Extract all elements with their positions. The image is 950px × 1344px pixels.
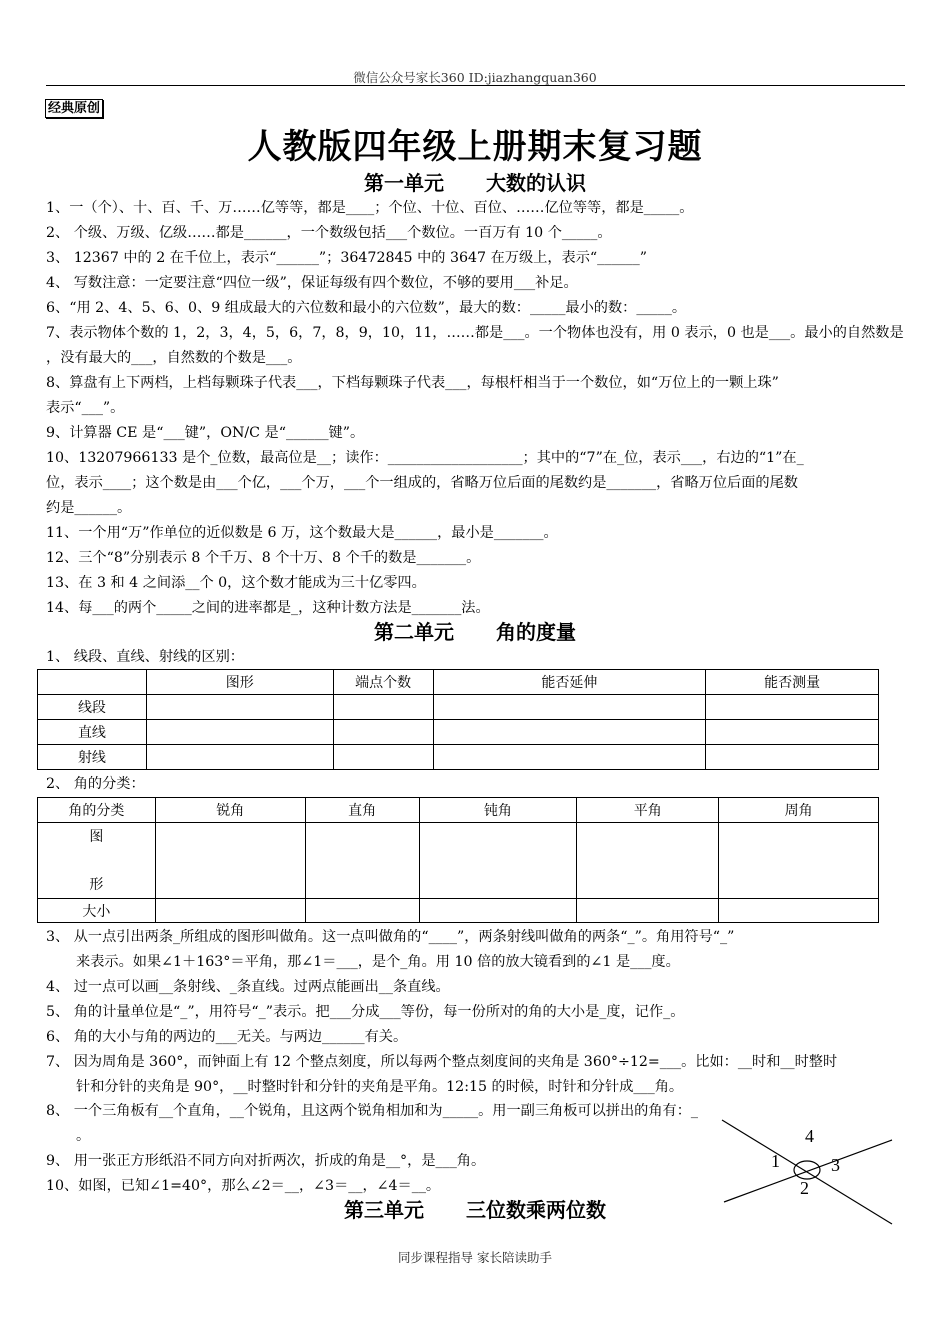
answer-cell[interactable] (333, 720, 433, 745)
unit3-number: 第三单元 (344, 1198, 424, 1222)
answer-cell[interactable] (419, 899, 577, 923)
intersection-circle (794, 1161, 820, 1179)
answer-cell[interactable] (706, 720, 879, 745)
unit1-question: 2、 个级、万级、亿级……都是______，一个数级包括___个数位。一百万有 10 个_____。 (46, 225, 612, 241)
table-header-cell: 钝角 (419, 798, 577, 823)
answer-cell[interactable] (433, 720, 706, 745)
unit1-question: 1、一（个）、十、百、千、万……亿等等，都是____；个位、十位、百位、……亿位等等，都是_____。 (46, 200, 694, 216)
unit2-question: 7、 因为周角是 360°，而钟面上有 12 个整点刻度，所以每两个整点刻度间的夹角是 360°÷12=___。比如：__时和__时整时 (46, 1054, 838, 1070)
table-row (38, 745, 879, 770)
table-row (38, 823, 879, 899)
angle-classification-table (37, 797, 879, 923)
unit1-question: 约是______。 (46, 500, 132, 516)
angle-label-1: 1 (771, 1151, 780, 1171)
unit1-question: 11、一个用“万”作单位的近似数是 6 万，这个数最大是______，最小是_______。 (46, 525, 558, 541)
unit2-number: 第二单元 (374, 620, 454, 644)
unit1-question: 13、在 3 和 4 之间添__个 0，这个数才能成为三十亿零四。 (46, 575, 426, 591)
answer-cell[interactable] (706, 745, 879, 770)
unit1-question: 14、每___的两个_____之间的进率都是_，这种计数方法是_______法。 (46, 600, 490, 616)
unit1-question: 8、算盘有上下两档，上档每颗珠子代表___，下档每颗珠子代表___，每根杆相当于一个数位，如“万位上的一颗上珠” (46, 375, 779, 391)
page-title: 人教版四年级上册期末复习题 (247, 127, 703, 167)
answer-cell[interactable] (305, 899, 419, 923)
unit1-question: 3、 12367 中的 2 在千位上，表示“______”；36472845 中的 3647 在万级上，表示“______” (46, 250, 647, 266)
answer-cell[interactable] (146, 695, 333, 720)
header-rule (46, 85, 905, 86)
unit1-title (0, 170, 950, 196)
answer-cell[interactable] (333, 745, 433, 770)
answer-cell[interactable] (155, 899, 305, 923)
row-label-figure-bottom: 形 (89, 876, 104, 893)
table-header-row (38, 798, 879, 823)
unit2-question: 5、 角的计量单位是“_”，用符号“_”表示。把___分成___等份，每一份所对的角的大小是_度，记作_。 (46, 1004, 685, 1020)
unit1-question: 7、表示物体个数的 1，2，3，4，5，6，7，8，9，10，11，……都是___。一个物体也没有，用 0 表示，0 也是___。最小的自然数是 (46, 325, 904, 341)
table-header-cell: 能否测量 (706, 670, 879, 695)
answer-cell[interactable] (155, 823, 305, 899)
unit1-name: 大数的认识 (486, 171, 586, 195)
unit2-question: 来表示。如果∠1＋163°＝平角，那∠1＝___，是个_角。用 10 倍的放大镜看到的∠1 是___度。 (76, 954, 680, 970)
unit2-name: 角的度量 (496, 620, 576, 644)
angle-label-4: 4 (805, 1126, 814, 1146)
answer-cell[interactable] (305, 823, 419, 899)
unit1-question: 12、三个“8”分别表示 8 个千万、8 个十万、8 个千的数是_______。 (46, 550, 481, 566)
unit1-question: 表示“___”。 (46, 400, 125, 416)
table-header-cell: 端点个数 (333, 670, 433, 695)
unit2-question: 10、如图，已知∠1=40°，那么∠2＝__，∠3＝__，∠4＝__。 (46, 1178, 441, 1194)
unit1-question: 10、13207966133 是个_位数，最高位是__；读作：___________________；其中的“7”在_位，表示___，右边的“1”在_ (46, 450, 804, 466)
table-header-cell: 能否延伸 (433, 670, 706, 695)
table-row (38, 899, 879, 923)
unit2-question: 。 (76, 1128, 91, 1144)
answer-cell[interactable] (333, 695, 433, 720)
table-header-cell: 直角 (305, 798, 419, 823)
unit3-title (0, 1197, 950, 1223)
unit2-question-2: 2、 角的分类： (46, 776, 145, 792)
angle-label-3: 3 (831, 1155, 840, 1175)
table-header-cell: 周角 (719, 798, 879, 823)
unit2-question: 4、 过一点可以画__条射线、_条直线。过两点能画出__条直线。 (46, 979, 450, 995)
row-label: 大小 (38, 899, 156, 923)
answer-cell[interactable] (577, 899, 719, 923)
unit2-question-1: 1、 线段、直线、射线的区别： (46, 649, 244, 665)
unit1-question: 6、“用 2、4、5、6、0、9 组成最大的六位数和最小的六位数”，最大的数：_____最小的数：_____。 (46, 300, 687, 316)
page-header: 微信公众号家长360 ID:jiazhangquan360 (353, 70, 597, 85)
answer-cell[interactable] (719, 823, 879, 899)
unit1-question: 位，表示____；这个数是由___个亿，___个万，___个一组成的，省略万位后面的尾数约是_______，省略万位后面的尾数 (46, 475, 798, 491)
unit1-question: 9、计算器 CE 是“___键”，ON/C 是“______键”。 (46, 425, 365, 441)
table-header-cell (38, 670, 147, 695)
row-label: 线段 (38, 695, 147, 720)
unit2-question: 3、 从一点引出两条_所组成的图形叫做角。这一点叫做角的“____”，两条射线叫做角的两条“_”。角用符号“_” (46, 929, 735, 945)
angle-label-2: 2 (800, 1178, 809, 1198)
unit2-question: 针和分针的夹角是 90°，__时整时针和分针的夹角是平角。12:15 的时候，时针和分针成___角。 (76, 1079, 684, 1095)
answer-cell[interactable] (706, 695, 879, 720)
answer-cell[interactable] (433, 695, 706, 720)
unit2-question: 9、 用一张正方形纸沿不同方向对折两次，折成的角是__°，是___角。 (46, 1153, 486, 1169)
table-header-cell: 角的分类 (38, 798, 156, 823)
table-row (38, 695, 879, 720)
unit2-title (0, 619, 950, 645)
page-footer: 同步课程指导 家长陪读助手 (398, 1250, 552, 1265)
unit2-question: 6、 角的大小与角的两边的___无关。与两边______有关。 (46, 1029, 408, 1045)
row-label: 直线 (38, 720, 147, 745)
table-header-cell: 图形 (146, 670, 333, 695)
answer-cell[interactable] (433, 745, 706, 770)
line-comparison-table (37, 669, 879, 770)
row-label-figure-top: 图 (89, 828, 104, 845)
unit1-question: 4、 写数注意：一定要注意“四位一级”，保证每级有四个数位，不够的要用___补足。 (46, 275, 578, 291)
unit1-number: 第一单元 (364, 171, 444, 195)
answer-cell[interactable] (719, 899, 879, 923)
answer-cell[interactable] (146, 745, 333, 770)
row-label: 射线 (38, 745, 147, 770)
table-header-row (38, 670, 879, 695)
unit3-name: 三位数乘两位数 (466, 1198, 606, 1222)
table-header-cell: 锐角 (155, 798, 305, 823)
table-row (38, 720, 879, 745)
unit1-question: ，没有最大的___，自然数的个数是___。 (46, 350, 302, 366)
table-header-cell: 平角 (577, 798, 719, 823)
answer-cell[interactable] (419, 823, 577, 899)
row-label-figure (38, 823, 156, 899)
answer-cell[interactable] (146, 720, 333, 745)
answer-cell[interactable] (577, 823, 719, 899)
original-badge: 经典原创 (45, 99, 103, 118)
unit2-question: 8、 一个三角板有__个直角，__个锐角，且这两个锐角相加和为_____。用一副三角板可以拼出的角有：_ (46, 1103, 698, 1119)
